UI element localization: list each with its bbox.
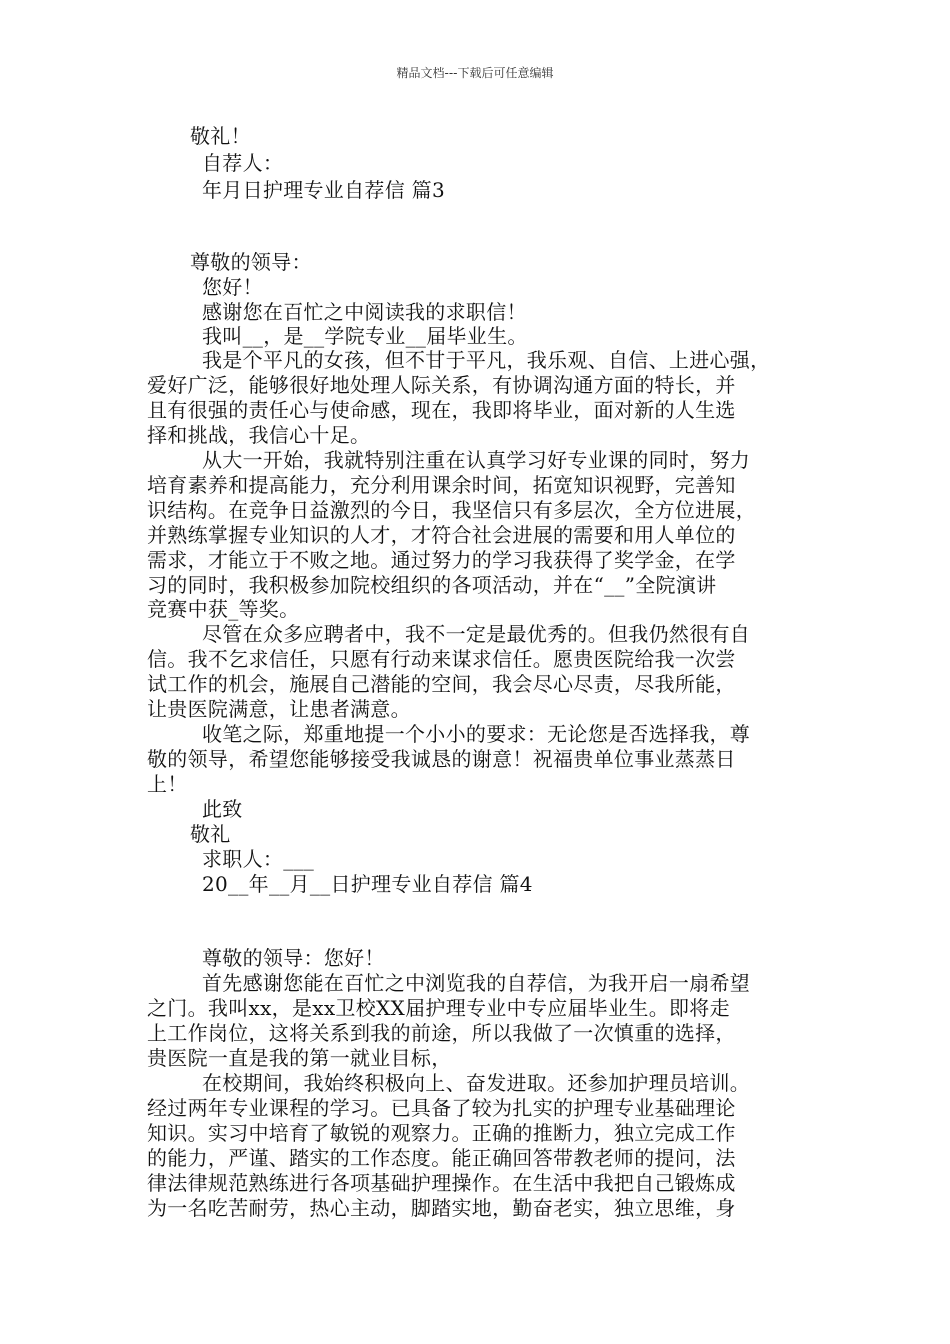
body-line: 我是个平凡的女孩，但不甘于平凡，我乐观、自信、上进心强， [202, 348, 771, 372]
section-title: 年月日护理专业自荐信 篇3 [202, 178, 445, 202]
body-line: 贵医院一直是我的第一就业目标， [147, 1046, 452, 1070]
body-line: 感谢您在百忙之中阅读我的求职信！ [202, 300, 527, 324]
body-line: 在校期间，我始终积极向上、奋发进取。还参加护理员培训。 [202, 1071, 751, 1095]
body-line: 爱好广泛，能够很好地处理人际关系，有协调沟通方面的特长，并 [147, 373, 736, 397]
body-line: 并熟练掌握专业知识的人才，才符合社会进展的需要和用人单位的 [147, 523, 736, 547]
body-line: 为一名吃苦耐劳，热心主动，脚踏实地，勤奋老实，独立思维，身 [147, 1196, 736, 1220]
body-line: 习的同时，我积极参加院校组织的各项活动，并在“__”全院演讲 [147, 573, 717, 597]
body-line: 尽管在众多应聘者中，我不一定是最优秀的。但我仍然很有自 [202, 622, 751, 646]
body-line: 需求，才能立于不败之地。通过努力的学习我获得了奖学金，在学 [147, 548, 736, 572]
closing-salute: 敬礼 [190, 822, 231, 846]
body-line: 收笔之际，郑重地提一个小小的要求：无论您是否选择我，尊 [202, 722, 751, 746]
salutation: 尊敬的领导： [190, 250, 312, 274]
page-header: 精品文档---下载后可任意编辑 [396, 66, 554, 80]
body-line: 我叫__，是__学院专业__届毕业生。 [202, 324, 528, 348]
greeting: 您好！ [202, 275, 263, 299]
closing-salute: 敬礼！ [190, 124, 251, 148]
closing-phrase: 此致 [202, 797, 243, 821]
body-line: 之门。我叫xx，是xx卫校XX届护理专业中专应届毕业生。即将走 [147, 996, 730, 1020]
body-line: 择和挑战，我信心十足。 [147, 423, 371, 447]
body-line: 上工作岗位，这将关系到我的前途，所以我做了一次慎重的选择， [147, 1021, 736, 1045]
self-recommender-label: 自荐人： [202, 151, 284, 175]
body-line: 知识。实习中培育了敏锐的观察力。正确的推断力，独立完成工作 [147, 1121, 736, 1145]
body-line: 试工作的机会，施展自己潜能的空间，我会尽心尽责，尽我所能， [147, 672, 736, 696]
applicant-label: 求职人：___ [202, 847, 315, 871]
body-line: 培育素养和提高能力，充分利用课余时间，拓宽知识视野，完善知 [147, 473, 736, 497]
body-line: 的能力，严谨、踏实的工作态度。能正确回答带教老师的提问，法 [147, 1146, 736, 1170]
body-line: 律法律规范熟练进行各项基础护理操作。在生活中我把自己锻炼成 [147, 1171, 736, 1195]
body-line: 经过两年专业课程的学习。已具备了较为扎实的护理专业基础理论 [147, 1096, 736, 1120]
body-line: 识结构。在竞争日益激烈的今日，我坚信只有多层次，全方位进展， [147, 498, 756, 522]
body-line: 敬的领导，希望您能够接受我诚恳的谢意！祝福贵单位事业蒸蒸日 [147, 747, 736, 771]
body-line: 竞赛中获_等奖。 [147, 597, 300, 621]
body-line: 从大一开始，我就特别注重在认真学习好专业课的同时，努力 [202, 448, 751, 472]
body-line: 上！ [147, 772, 188, 796]
body-line: 首先感谢您能在百忙之中浏览我的自荐信，为我开启一扇希望 [202, 971, 751, 995]
body-line: 信。我不乞求信任，只愿有行动来谋求信任。愿贵医院给我一次尝 [147, 647, 736, 671]
section-title: 20__年__月__日护理专业自荐信 篇4 [202, 872, 533, 896]
body-line: 且有很强的责任心与使命感，现在，我即将毕业，面对新的人生选 [147, 398, 736, 422]
body-line: 让贵医院满意，让患者满意。 [147, 697, 411, 721]
salutation: 尊敬的领导：您好！ [202, 946, 385, 970]
